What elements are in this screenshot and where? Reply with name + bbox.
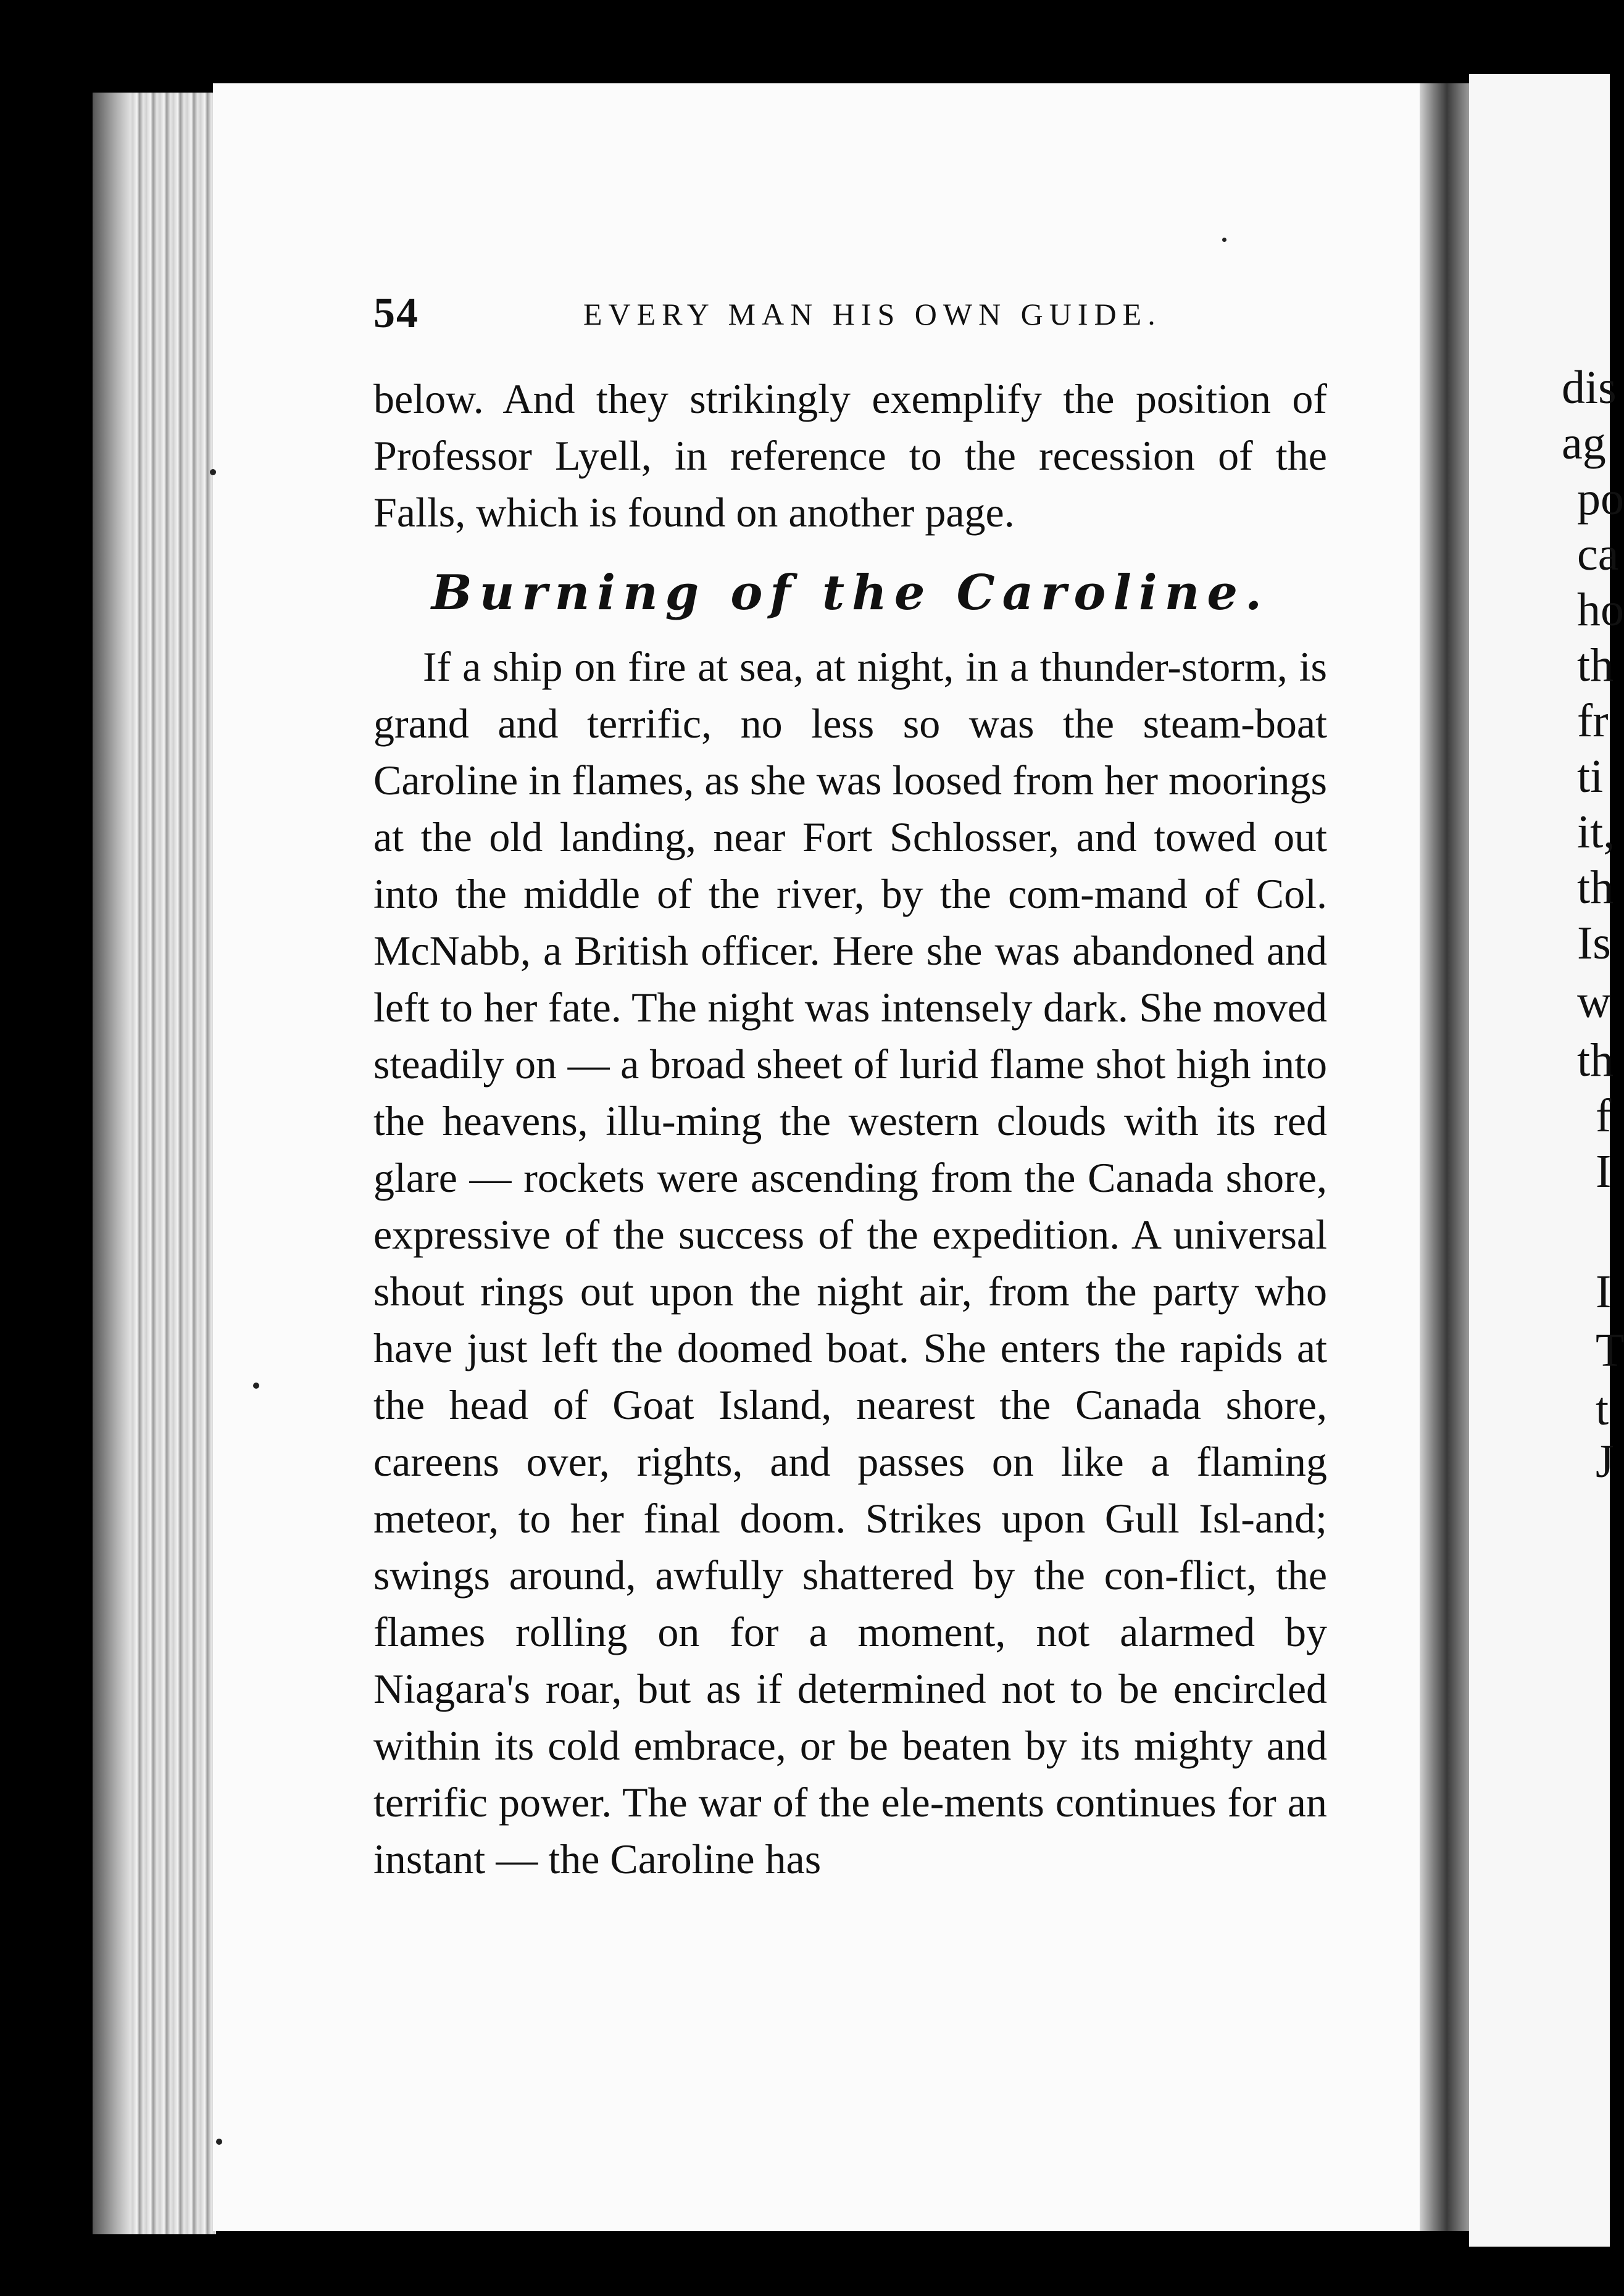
facing-page-fragment: f (1596, 1090, 1612, 1142)
facing-page-fragment: th (1577, 1034, 1614, 1086)
facing-page-fragment: I (1596, 1266, 1612, 1318)
book-binding-shadow (93, 93, 130, 2234)
facing-page-fragment: Is (1577, 917, 1611, 969)
paragraph-main: If a ship on fire at sea, at night, in a thunder-storm, is grand and terrific, no less so was the steam-boat Caroline in flames, as she was loosed from her moorings at the old landing, near Fort Schlosser, and towed out into the middle of the river, by the com-mand of Col. McNabb, a British officer. Here she was abandoned and left to her fate. The night was intensely dark. She moved steadily on — a broad sheet of lurid flame shot high into the heavens, illu-ming the western clouds with its red glare — rockets were ascending from the Canada shore, expressive of the success of the expedition. A universal shout rings out upon the night air, from the party who have just left the doomed boat. She enters the rapids at the head of Goat Island, nearest the Canada shore, careens over, rights, and passes on like a flaming meteor, to her final doom. Strikes upon Gull Isl-and; swings around, awfully shattered by the con-flict, the flames rolling on for a moment, not alarmed by Niagara's roar, but as if determined not to be encircled within its cold embrace, or be beaten by its mighty and terrific power. The war of the ele-ments continues for an instant — the Caroline has (373, 643, 1327, 1882)
margin-speck (1222, 238, 1226, 242)
facing-page-fragment: T (1596, 1325, 1624, 1376)
facing-page-fragment: dis (1562, 362, 1617, 414)
page-number: 54 (373, 289, 419, 337)
facing-page-fragment: ho (1577, 584, 1624, 636)
page-gutter (1420, 83, 1469, 2231)
body-text (373, 370, 1327, 1887)
facing-page-fragment: th (1577, 639, 1614, 691)
running-title: EVERY MAN HIS OWN GUIDE. (583, 297, 1162, 331)
facing-page-fragment: ca (1577, 528, 1619, 580)
facing-page-fragment: po (1577, 473, 1624, 525)
margin-speck (216, 2139, 222, 2145)
facing-page-fragment: I (1596, 1146, 1612, 1197)
section-heading: Burning of the Caroline. (431, 565, 1270, 621)
facing-page-fragment: t (1596, 1383, 1609, 1435)
facing-page-fragment: w (1577, 976, 1611, 1028)
facing-page-fragment: ag (1562, 417, 1606, 469)
paragraph-continued: below. And they strikingly exemplify the position of Professor Lyell, in reference to the recession of the Falls, which is found on another page. (373, 375, 1327, 536)
facing-page-fragment: th (1577, 862, 1614, 913)
running-head (373, 289, 1327, 337)
margin-speck (253, 1383, 259, 1389)
facing-page-fragment: fr (1577, 695, 1609, 747)
facing-page-fragment: J (1596, 1436, 1614, 1487)
facing-page-fragment: ti (1577, 751, 1604, 802)
facing-page-fragment: it, (1577, 806, 1615, 858)
margin-speck (210, 469, 216, 475)
